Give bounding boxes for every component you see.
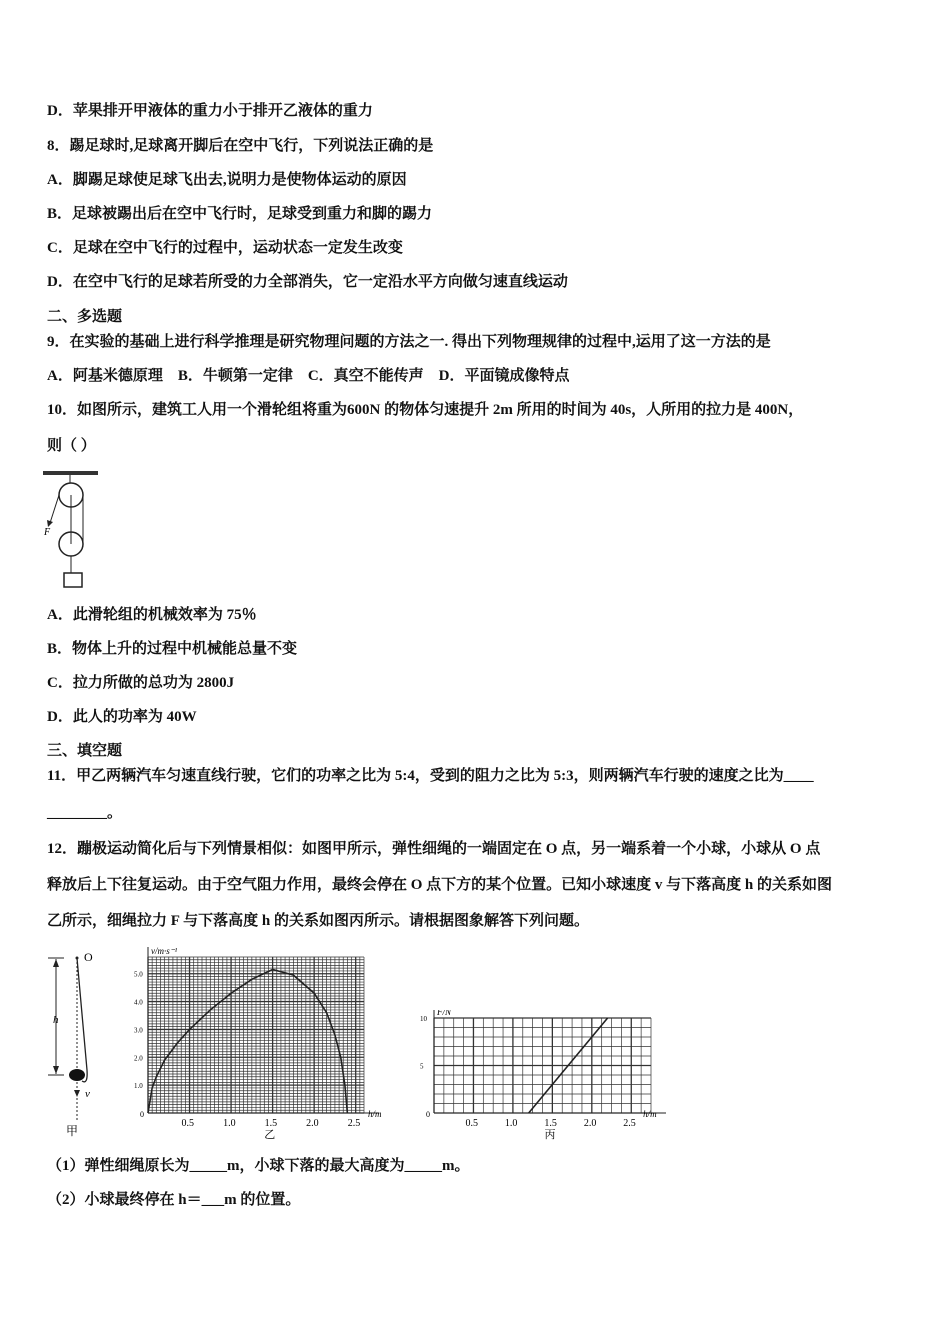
q8-option-d: D．在空中飞行的足球若所受的力全部消失，它一定沿水平方向做匀速直线运动 xyxy=(47,274,568,290)
y-tick-label: 10 xyxy=(420,1015,427,1023)
x-tick-label: 1.5 xyxy=(544,1118,557,1129)
q11-blank: ________。 xyxy=(47,805,123,821)
x-axis-label: h/m xyxy=(643,1109,657,1119)
y-tick-label: 5 xyxy=(420,1062,424,1071)
q8-option-b: B．足球被踢出后在空中飞行时，足球受到重力和脚的踢力 xyxy=(47,206,433,222)
q12-part2: （2）小球最终停在 h＝___m 的位置。 xyxy=(47,1192,301,1208)
x-tick-label: 1.0 xyxy=(223,1118,236,1129)
y-tick-label: 3.0 xyxy=(134,1026,143,1035)
chart-force-height xyxy=(405,1010,695,1145)
x-tick-label: 0.5 xyxy=(181,1118,195,1129)
y-axis-label: v/m·s⁻¹ xyxy=(151,946,178,956)
x-axis-label: h/m xyxy=(368,1109,382,1119)
chart-caption: 乙 xyxy=(264,1129,276,1141)
q8-stem: 8．踢足球时,足球离开脚后在空中飞行，下列说法正确的是 xyxy=(47,138,434,154)
height-label: h xyxy=(53,1014,59,1026)
y-tick-label: 4.0 xyxy=(134,998,143,1007)
x-tick-label: 1.5 xyxy=(264,1118,278,1129)
q12-part1: （1）弹性细绳原长为_____m，小球下落的最大高度为_____m。 xyxy=(47,1158,470,1174)
y-tick-label: 2.0 xyxy=(134,1054,143,1063)
y-tick-label: 1.0 xyxy=(134,1082,143,1091)
section-heading-multi: 二、多选题 xyxy=(47,309,123,325)
x-tick-label: 0.5 xyxy=(465,1118,478,1129)
q8-option-c: C．足球在空中飞行的过程中，运动状态一定发生改变 xyxy=(47,240,403,256)
q10-option-d: D．此人的功率为 40W xyxy=(47,709,197,725)
q8-option-a: A．脚踢足球使足球飞出去,说明力是使物体运动的原因 xyxy=(47,172,407,188)
force-label: F xyxy=(44,527,51,538)
q12-stem-3: 乙所示，细绳拉力 F 与下落高度 h 的关系如图丙所示。请根据图象解答下列问题。 xyxy=(47,913,589,929)
q12-stem-1: 12．蹦极运动简化后与下列情景相似：如图甲所示，弹性细绳的一端固定在 O 点，另一端系着一个小球，小球从 O 点 xyxy=(47,841,821,857)
x-tick-label: 2.5 xyxy=(347,1118,361,1129)
x-tick-label: 2.5 xyxy=(623,1118,636,1129)
q11-stem: 11．甲乙两辆汽车匀速直线行驶，它们的功率之比为 5:4，受到的阻力之比为 5:3，则两辆汽车行驶的速度之比为____ xyxy=(47,768,814,784)
x-tick-label: 2.0 xyxy=(583,1118,597,1129)
velocity-label: v xyxy=(85,1088,90,1100)
q7-option-d: D．苹果排开甲液体的重力小于排开乙液体的重力 xyxy=(47,103,373,119)
q10-stem: 10．如图所示，建筑工人用一个滑轮组将重为600N 的物体匀速提升 2m 所用的时间为 40s，人所用的拉力是 400N， xyxy=(47,402,804,418)
q10-option-a: A．此滑轮组的机械效率为 75％ xyxy=(47,607,257,623)
q10-stem-cont: 则（ ） xyxy=(47,438,96,454)
chart-velocity-height xyxy=(115,945,405,1145)
origin-label: 0 xyxy=(426,1110,430,1119)
ball xyxy=(69,1069,85,1081)
q9-options: A．阿基米德原理 B．牛顿第一定律 C．真空不能传声 D．平面镜成像特点 xyxy=(47,368,570,384)
caption-jia: 甲 xyxy=(66,1124,79,1138)
pulley-figure xyxy=(38,465,108,595)
q12-stem-2: 释放后上下往复运动。由于空气阻力作用，最终会停在 O 点下方的某个位置。已知小球速度 v 与下落高度 h 的关系如图 xyxy=(47,877,833,893)
section-heading-fill: 三、填空题 xyxy=(47,743,123,759)
q9-stem: 9．在实验的基础上进行科学推理是研究物理问题的方法之一. 得出下列物理规律的过程中,运用了这一方法的是 xyxy=(47,334,771,350)
x-tick-label: 2.0 xyxy=(306,1118,319,1129)
q10-option-c: C．拉力所做的总功为 2800J xyxy=(47,675,235,691)
chart-caption: 丙 xyxy=(544,1129,556,1141)
q10-option-b: B．物体上升的过程中机械能总量不变 xyxy=(47,641,298,657)
figure-jia xyxy=(40,945,110,1145)
origin-label: 0 xyxy=(140,1110,144,1119)
y-axis-label: F/N xyxy=(437,1010,452,1017)
x-tick-label: 1.0 xyxy=(504,1118,518,1129)
point-o-label: O xyxy=(84,950,93,964)
y-tick-label: 5.0 xyxy=(134,970,143,979)
